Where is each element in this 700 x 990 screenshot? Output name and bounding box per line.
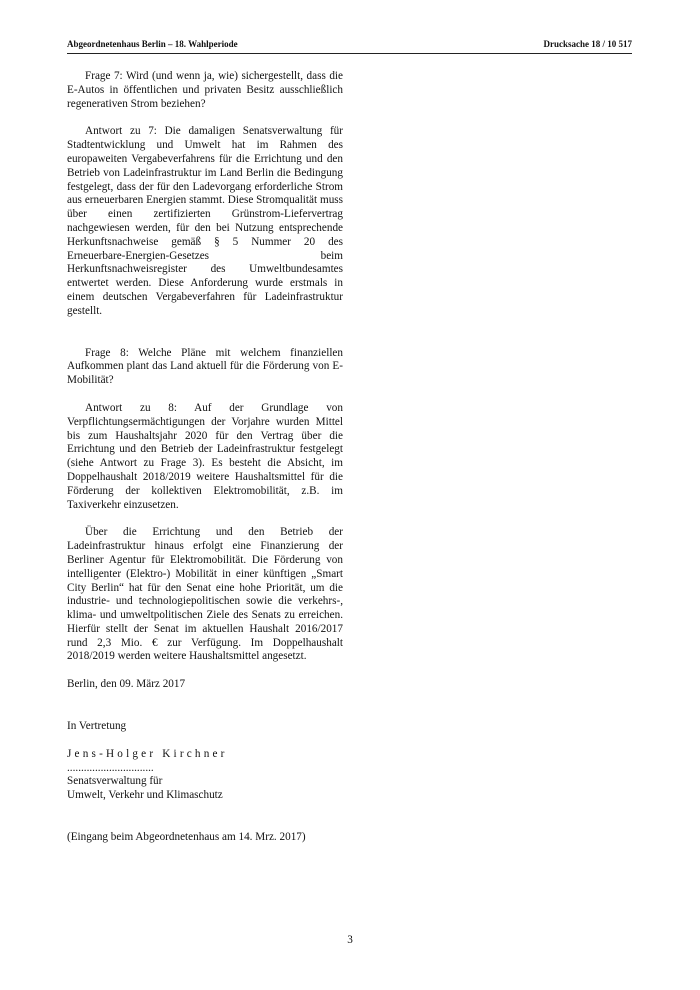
receipt-note: (Eingang beim Abgeordnetenhaus am 14. Mrz. 2017) bbox=[67, 831, 306, 844]
answer-7: Antwort zu 7: Die damaligen Senatsverwaltung für Stadtentwicklung und Umwelt hat im Rahmen des europaweiten Vergabeverfahrens für die Errichtung und den Betrieb von Ladeinfrastruktur im Land Berlin die Bedingung festgelegt, dass der für den Ladevorgang erforderliche Strom aus erneuerbaren Energien stammt. Diese Stromqualität muss über einen zertifizierten Grünstrom-Liefervertrag nachgewiesen werden, für den bei Nutzung entsprechende Herkunftsnachweise gemäß § 5 Nummer 20 des Erneuerbare-Energien-Gesetzes beim Herkunftsnachweisregister des Umweltbundesamtes entwertet werden. Diese Anforderung wurde erstmals in einem deutschen Vergabeverfahren für Ladeinfrastruktur gestellt. bbox=[67, 125, 343, 317]
header-document-number: Drucksache 18 / 10 517 bbox=[543, 39, 632, 49]
signatory-office-line-2: Umwelt, Verkehr und Klimaschutz bbox=[67, 789, 223, 802]
main-text-column bbox=[67, 70, 343, 845]
question-7: Frage 7: Wird (und wenn ja, wie) sichergestellt, dass die E-Autos in öffentlichen und privaten Besitz ausschließlich regenerativen Strom beziehen? bbox=[67, 70, 343, 110]
answer-8-continued: Über die Errichtung und den Betrieb der Ladeinfrastruktur hinaus erfolgt eine Finanzierung der Berliner Agentur für Elektromobilität. Die Förderung von intelligenter (Elektro-) Mobilität in einer künftigen „Smart City Berlin“ hat für den Senat eine hohe Priorität, um die industrie- und technologiepolitischen sowie die verkehrs-, klima- und umweltpolitischen Ziele des Senats zu erreichen. Hierfür stellt der Senat im aktuellen Haushalt 2016/2017 rund 2,3 Mio. € zur Verfügung. Im Doppelhaushalt 2018/2019 werden weitere Haushaltsmittel angesetzt. bbox=[67, 526, 343, 663]
answer-8: Antwort zu 8: Auf der Grundlage von Verpflichtungsermächtigungen der Vorjahre wurden Mittel bis zum Haushaltsjahr 2020 für den Vertrag über die Errichtung und den Betrieb der Ladeinfrastruktur festgelegt (siehe Antwort zu Frage 3). Es besteht die Absicht, im Doppelhaushalt 2018/2019 weitere Haushaltsmittel für die Förderung der kollektiven Elektromobilität, z.B. im Taxiverkehr einzusetzen. bbox=[67, 401, 343, 511]
header-parliament-title: Abgeordnetenhaus Berlin – 18. Wahlperiode bbox=[67, 39, 238, 49]
in-vertretung-label: In Vertretung bbox=[67, 720, 127, 733]
signatory-office-line-1: Senatsverwaltung für bbox=[67, 775, 163, 788]
page-header bbox=[67, 39, 632, 53]
question-8: Frage 8: Welche Pläne mit welchem finanziellen Aufkommen plant das Land aktuell für die Förderung von E-Mobilität? bbox=[67, 346, 343, 387]
place-and-date: Berlin, den 09. März 2017 bbox=[67, 678, 186, 691]
header-divider bbox=[67, 53, 632, 54]
page-number: 3 bbox=[347, 934, 353, 946]
signature-dots: ............................... bbox=[67, 761, 154, 774]
signatory-name: Jens-Holger Kirchner bbox=[67, 747, 228, 760]
